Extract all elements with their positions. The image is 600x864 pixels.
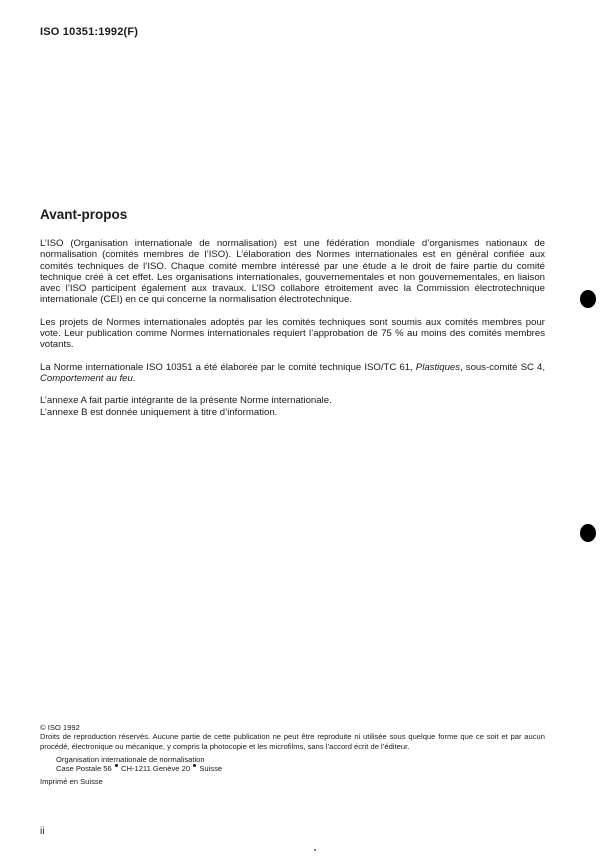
paragraph-committee [40, 362, 545, 385]
bullet-icon [115, 764, 118, 767]
page-number: ii [40, 826, 45, 837]
punch-hole-icon [580, 524, 596, 542]
printed-in: Imprimé en Suisse [40, 777, 103, 787]
address-city: CH-1211 Genève 20 [120, 764, 191, 774]
scan-speck [314, 849, 316, 851]
rights-statement: Droits de reproduction réservés. Aucune partie de cette publication ne peut être reproduite ni utilisée sous quelque forme que ce soit et par aucun procédé, électronique ou mécanique, y compris la photocopie et les microfilms, sans l’accord écrit de l’éditeur. [40, 732, 545, 751]
committee-name: Plastiques [415, 361, 461, 373]
punch-hole-icon [580, 290, 596, 308]
paragraph-annexes [40, 395, 545, 418]
paragraph-iso-intro: L’ISO (Organisation internationale de normalisation) est une fédération mondiale d’organismes nationaux de normalisation (comités membres de l’ISO). L’élaboration des Normes internationales est en général confiée aux comités techniques de l’ISO. Chaque comité membre intéressé par une étude a le droit de faire partie du comité technique créé à cet effet. Les organisations internationales, gouvernementales et non gouvernementales, en liaison avec l’ISO participent également aux travaux. L’ISO collabore étroitement avec la Commission électrotechnique internationale (CEI) en ce qui concerne la normalisation électrotechnique. [40, 238, 545, 306]
paragraph-voting: Les projets de Normes internationales adoptés par les comités techniques sont soumis aux comités membres pour vote. Leur publication comme Normes internationales requiert l’approbation de 75 % au moins des comités membres votants. [40, 316, 545, 351]
annex-a-line: L’annexe A fait partie intégrante de la présente Norme internationale. [40, 395, 332, 407]
bullet-icon [193, 764, 196, 767]
document-id: ISO 10351:1992(F) [40, 26, 139, 38]
committee-text-end: . [132, 372, 136, 384]
annex-b-line: L’annexe B est donnée uniquement à titre d’information. [40, 406, 278, 418]
address-po-box: Case Postale 56 [56, 764, 112, 774]
committee-text-start: La Norme internationale ISO 10351 a été élaborée par le comité technique ISO/TC 61, [40, 361, 416, 373]
copyright-block [40, 723, 545, 787]
organization-name: Organisation internationale de normalisation [56, 754, 205, 764]
foreword-heading: Avant-propos [40, 207, 128, 222]
copyright-notice: © ISO 1992 [40, 723, 80, 732]
address-country: Suisse [199, 764, 223, 774]
foreword-body [40, 238, 545, 418]
postal-address [40, 764, 545, 773]
committee-text-mid: , sous-comité SC 4, [460, 361, 545, 373]
subcommittee-name: Comportement au feu [40, 372, 133, 384]
